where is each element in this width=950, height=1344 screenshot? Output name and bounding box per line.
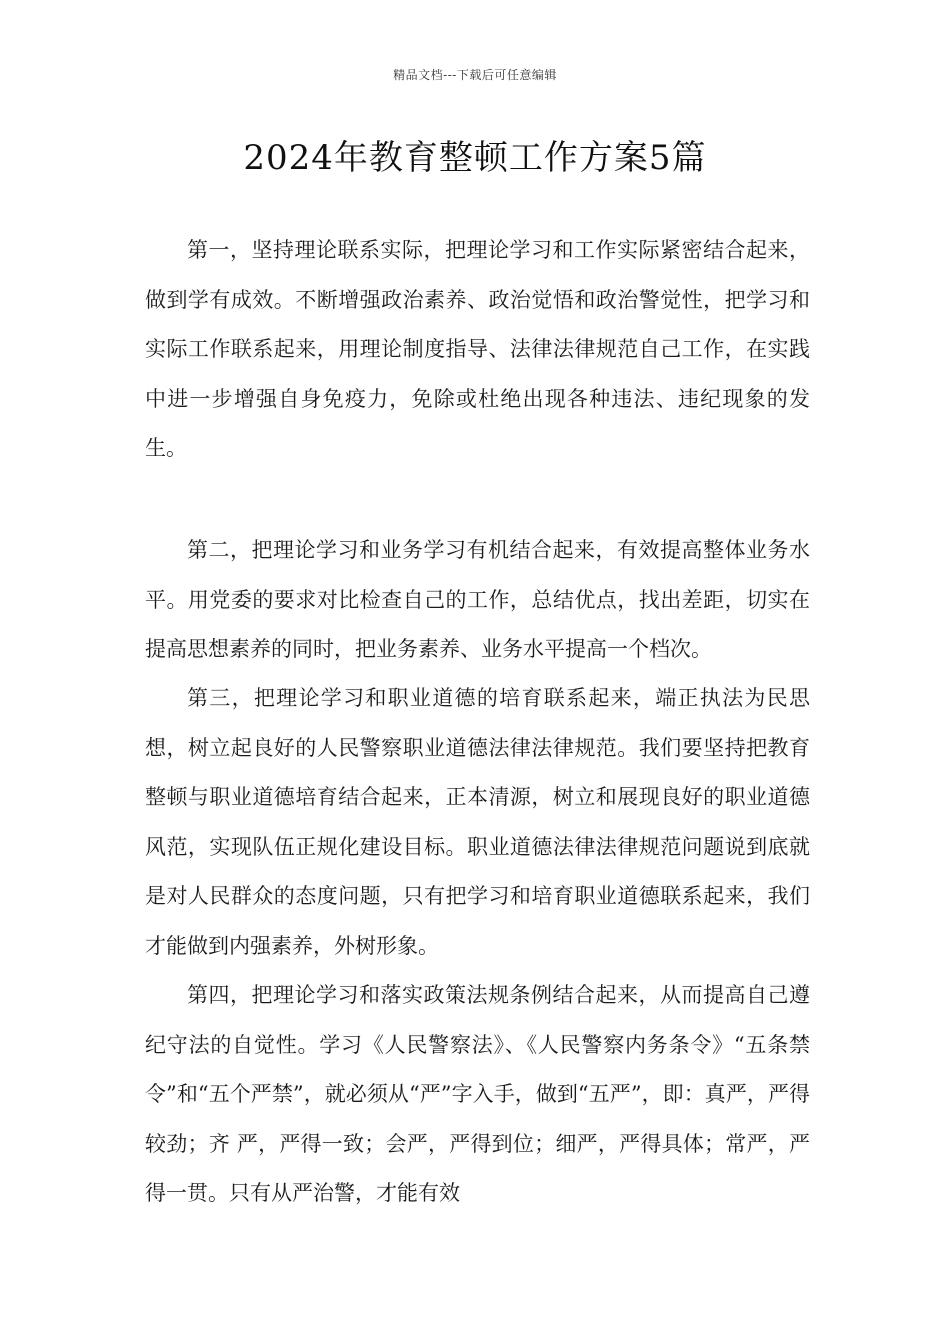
paragraph-2: 第二，把理论学习和业务学习有机结合起来，有效提高整体业务水平。用党委的要求对比检查自己的工作，总结优点，找出差距，切实在提高思想素养的同时，把业务素养、业务水平提高一个档次。: [145, 538, 810, 661]
document-title: 2024年教育整顿工作方案5篇: [243, 138, 707, 178]
paragraph-3: 第三，把理论学习和职业道德的培育联系起来，端正执法为民思想，树立起良好的人民警察职业道德法律法律规范。我们要坚持把教育整顿与职业道德培育结合起来，正本清源，树立和展现良好的职业道德风范，实现队伍正规化建设目标。职业道德法律法律规范问题说到底就是对人民群众的态度问题，只有把学习和培育职业道德联系起来，我们才能做到内强素养，外树形象。: [145, 686, 810, 958]
paragraph-1: 第一，坚持理论联系实际，把理论学习和工作实际紧密结合起来，做到学有成效。不断增强政治素养、政治觉悟和政治警觉性，把学习和实际工作联系起来，用理论制度指导、法律法律规范自己工作，在实践中进一步增强自身免疫力，免除或杜绝出现各种违法、违纪现象的发生。: [145, 238, 810, 460]
header-note: 精品文档---下载后可任意编辑: [393, 68, 557, 82]
paragraph-4: 第四，把理论学习和落实政策法规条例结合起来，从而提高自己遵纪守法的自觉性。学习《人民警察法》、《人民警察内务条令》“五条禁令”和“五个严禁”，就必须从“严”字入手，做到“五严”，即：真严，严得较劲；齐 严，严得一致；会严，严得到位；细严，严得具体；常严，严得一贯。只有从严治警，才能有效: [145, 983, 810, 1205]
